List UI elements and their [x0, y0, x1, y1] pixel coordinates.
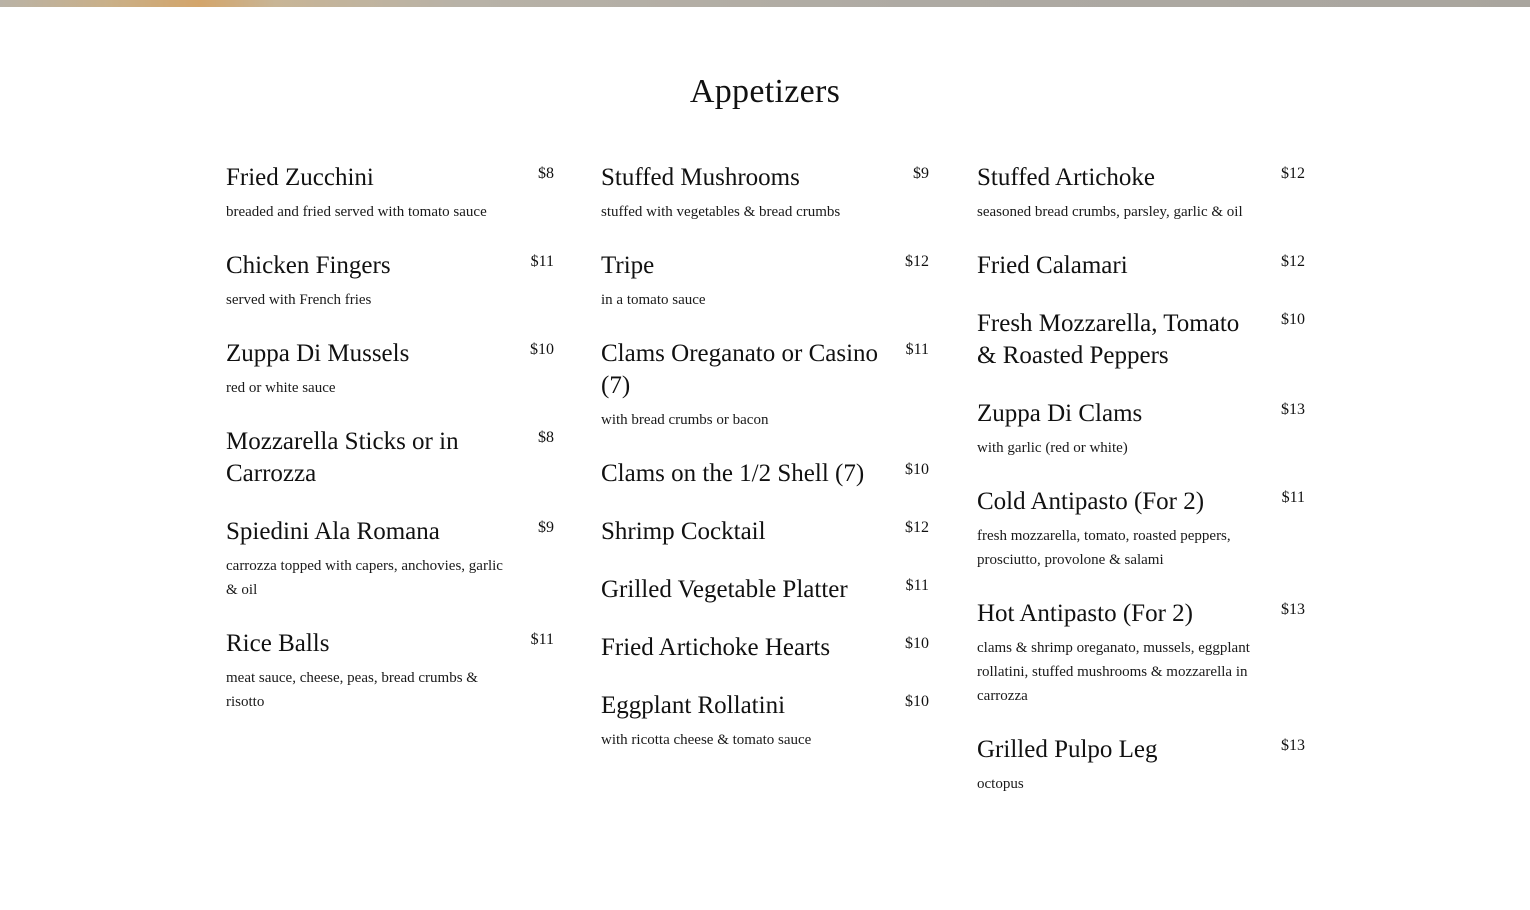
menu-item-description: carrozza topped with capers, anchovies, garlic & oil [226, 558, 503, 598]
menu-item-name: Hot Antipasto (For 2) [977, 600, 1193, 627]
menu-item [601, 690, 929, 752]
menu-item [601, 574, 929, 606]
menu-item-text [226, 250, 511, 312]
menu-item-description: served with French fries [226, 292, 372, 308]
menu-item [977, 598, 1305, 708]
menu-item [601, 632, 929, 664]
menu-item-name: Clams Oreganato or Casino (7) [601, 340, 879, 399]
menu-item [601, 250, 929, 312]
menu-item-price: $8 [538, 429, 554, 446]
menu-item-name: Fresh Mozzarella, Tomato & Roasted Peppers [977, 310, 1240, 369]
menu-item-text [977, 398, 1262, 460]
menu-item-text [226, 516, 511, 602]
menu-item-text [977, 598, 1262, 708]
menu-column-1 [226, 162, 554, 740]
section-title: Appetizers [689, 73, 841, 110]
menu-item [226, 628, 554, 714]
menu-item-price: $10 [1281, 311, 1305, 328]
menu-item-text [601, 250, 886, 312]
menu-item-name: Fried Artichoke Hearts [601, 634, 831, 661]
menu-item [226, 516, 554, 602]
menu-item-price: $13 [1281, 737, 1305, 754]
menu-item-price: $12 [1281, 165, 1305, 182]
menu-item [977, 308, 1305, 372]
menu-item-text [977, 308, 1262, 372]
menu-item-name: Zuppa Di Mussels [226, 340, 410, 367]
menu-item-name: Grilled Vegetable Platter [601, 576, 848, 603]
menu-item [601, 338, 929, 432]
menu-item [977, 398, 1305, 460]
menu-item-name: Clams on the 1/2 Shell (7) [601, 460, 865, 487]
menu-item-name: Shrimp Cocktail [601, 518, 766, 545]
menu-item-text [977, 486, 1262, 572]
menu-item-text [601, 162, 886, 224]
menu-item-name: Fried Calamari [977, 252, 1128, 279]
top-decorative-bar [0, 0, 1530, 7]
menu-item-price: $10 [905, 693, 929, 710]
menu-item-name: Fried Zucchini [226, 164, 374, 191]
menu-item-price: $9 [538, 519, 554, 536]
menu-item-name: Chicken Fingers [226, 252, 391, 279]
menu-item-price: $12 [1281, 253, 1305, 270]
menu-item-price: $8 [538, 165, 554, 182]
menu-item-description: stuffed with vegetables & bread crumbs [601, 204, 841, 220]
menu-item [226, 250, 554, 312]
menu-item-description: fresh mozzarella, tomato, roasted peppers, prosciutto, provolone & salami [977, 528, 1231, 568]
menu-item-text [601, 458, 886, 490]
menu-item-description: with bread crumbs or bacon [601, 412, 769, 428]
menu-item-text [601, 516, 886, 548]
menu-item-price: $9 [913, 165, 929, 182]
menu-item [601, 458, 929, 490]
menu-item [601, 162, 929, 224]
menu-item-text [977, 734, 1262, 796]
menu-item-text [601, 338, 886, 432]
menu-item-name: Tripe [601, 252, 655, 279]
menu-item-price: $12 [905, 253, 929, 270]
menu-item [601, 516, 929, 548]
menu-item [977, 734, 1305, 796]
menu-item-price: $13 [1281, 401, 1305, 418]
menu-item-description: breaded and fried served with tomato sauce [226, 204, 487, 220]
menu-item-description: meat sauce, cheese, peas, bread crumbs & risotto [226, 670, 478, 710]
menu-item-name: Zuppa Di Clams [977, 400, 1143, 427]
menu-item-description: with ricotta cheese & tomato sauce [601, 732, 812, 748]
menu-item-price: $11 [530, 631, 554, 648]
menu-item-name: Grilled Pulpo Leg [977, 736, 1158, 763]
menu-item-description: red or white sauce [226, 380, 336, 396]
menu-item [977, 250, 1305, 282]
menu-item-text [601, 574, 886, 606]
menu-item-text [226, 162, 511, 224]
menu-item-price: $10 [905, 461, 929, 478]
menu-item-name: Spiedini Ala Romana [226, 518, 440, 545]
menu-item-price: $13 [1281, 601, 1305, 618]
menu-item-description: in a tomato sauce [601, 292, 706, 308]
menu-item [977, 162, 1305, 224]
menu-item-text [226, 338, 511, 400]
menu-item-name: Stuffed Mushrooms [601, 164, 800, 191]
menu-item-text [977, 162, 1262, 224]
menu-item-price: $11 [905, 577, 929, 594]
menu-item-description: clams & shrimp oreganato, mussels, eggplant rollatini, stuffed mushrooms & mozzarella in carrozza [977, 640, 1250, 704]
menu-column-3 [977, 162, 1305, 822]
menu-item-name: Stuffed Artichoke [977, 164, 1155, 191]
menu-column-2 [601, 162, 929, 778]
menu-item-text [601, 632, 886, 664]
menu-item-text [601, 690, 886, 752]
menu-item-name: Eggplant Rollatini [601, 692, 786, 719]
menu-item [226, 426, 554, 490]
menu-item [226, 162, 554, 224]
menu-item-name: Rice Balls [226, 630, 330, 657]
menu-item-text [977, 250, 1262, 282]
menu-item-price: $11 [1281, 489, 1305, 506]
menu-item-price: $11 [530, 253, 554, 270]
menu-item [977, 486, 1305, 572]
menu-item-text [226, 426, 511, 490]
menu-item-price: $11 [905, 341, 929, 358]
menu-item-description: seasoned bread crumbs, parsley, garlic & oil [977, 204, 1243, 220]
menu-item [226, 338, 554, 400]
menu-item-price: $10 [905, 635, 929, 652]
menu-item-description: octopus [977, 776, 1024, 792]
menu-item-price: $10 [530, 341, 554, 358]
menu-item-price: $12 [905, 519, 929, 536]
menu-item-description: with garlic (red or white) [977, 440, 1128, 456]
menu-item-name: Cold Antipasto (For 2) [977, 488, 1205, 515]
menu-item-text [226, 628, 511, 714]
menu-item-name: Mozzarella Sticks or in Carrozza [226, 428, 459, 487]
